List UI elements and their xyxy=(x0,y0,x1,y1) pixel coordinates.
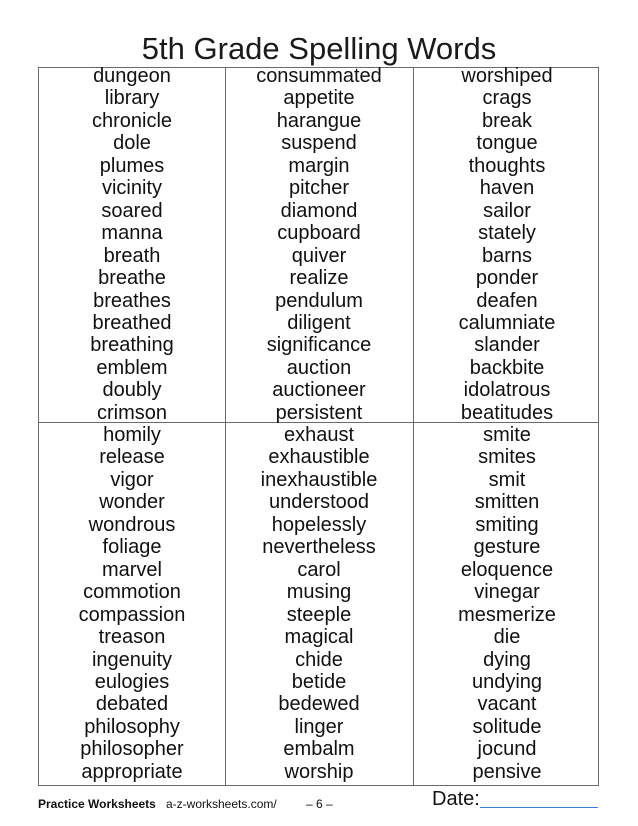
word-item: appropriate xyxy=(81,760,183,783)
word-item: steeple xyxy=(286,603,352,626)
word-item: breath xyxy=(103,244,161,267)
word-item: smites xyxy=(478,446,536,469)
word-item: philosopher xyxy=(80,738,184,761)
word-item: appetite xyxy=(283,87,355,110)
word-column xyxy=(39,424,225,783)
word-item: realize xyxy=(289,267,349,290)
word-item: marvel xyxy=(101,558,162,581)
word-item: cupboard xyxy=(277,222,361,245)
word-item: library xyxy=(104,87,160,110)
word-column xyxy=(39,65,225,424)
word-item: dying xyxy=(483,648,531,671)
word-item: worshiped xyxy=(461,65,553,87)
word-item: calumniate xyxy=(458,311,556,334)
word-column xyxy=(226,65,412,424)
word-item: crimson xyxy=(96,401,167,424)
word-item: soared xyxy=(101,199,163,222)
word-item: stately xyxy=(478,222,536,245)
word-item: haven xyxy=(479,177,535,200)
word-item: pensive xyxy=(472,760,542,783)
word-item: eloquence xyxy=(460,558,554,581)
word-item: emblem xyxy=(96,356,168,379)
word-item: gesture xyxy=(473,536,541,559)
word-item: plumes xyxy=(99,154,165,177)
word-item: chide xyxy=(295,648,343,671)
word-item: smiting xyxy=(475,513,539,536)
word-item: linger xyxy=(294,715,344,738)
word-item: chronicle xyxy=(91,109,173,132)
word-column xyxy=(414,424,600,783)
footer-brand: Practice Worksheets xyxy=(38,797,156,811)
word-item: carol xyxy=(297,558,341,581)
word-item: manna xyxy=(101,222,163,245)
word-item: die xyxy=(493,626,521,649)
word-item: mesmerize xyxy=(458,603,556,626)
word-item: significance xyxy=(266,334,372,357)
word-item: release xyxy=(99,446,165,469)
word-item: thoughts xyxy=(468,154,546,177)
word-item: bedewed xyxy=(278,693,360,716)
date-label: Date: xyxy=(432,788,480,810)
word-item: crags xyxy=(482,87,532,110)
date-line xyxy=(480,807,598,808)
word-item: sailor xyxy=(483,199,531,222)
word-item: diamond xyxy=(280,199,358,222)
word-item: consummated xyxy=(256,65,382,87)
word-item: quiver xyxy=(291,244,347,267)
word-item: exhaust xyxy=(283,424,355,446)
word-item: breathe xyxy=(98,267,166,290)
word-item: foliage xyxy=(102,536,162,559)
word-item: vacant xyxy=(477,693,537,716)
word-item: hopelessly xyxy=(271,513,367,536)
word-item: homily xyxy=(103,424,161,446)
word-item: undying xyxy=(471,670,543,693)
word-item: understood xyxy=(268,491,370,514)
word-item: breathed xyxy=(92,311,172,334)
word-item: barns xyxy=(481,244,533,267)
page-footer xyxy=(38,788,599,816)
word-item: wondrous xyxy=(88,513,176,536)
word-item: ingenuity xyxy=(91,648,173,671)
word-item: musing xyxy=(286,581,352,604)
word-item: dole xyxy=(113,132,151,155)
word-item: beatitudes xyxy=(460,401,554,424)
word-item: treason xyxy=(98,626,166,649)
word-item: tongue xyxy=(476,132,538,155)
word-item: auction xyxy=(286,356,352,379)
word-item: smite xyxy=(483,424,531,446)
word-item: magical xyxy=(284,626,354,649)
word-item: philosophy xyxy=(84,715,180,738)
word-item: ponder xyxy=(475,267,539,290)
word-item: persistent xyxy=(275,401,363,424)
word-item: compassion xyxy=(78,603,186,626)
word-item: betide xyxy=(291,670,347,693)
word-item: suspend xyxy=(281,132,357,155)
word-item: auctioneer xyxy=(272,379,366,402)
word-item: harangue xyxy=(276,109,362,132)
word-item: smit xyxy=(488,468,526,491)
word-item: deafen xyxy=(476,289,538,312)
word-item: break xyxy=(481,109,533,132)
word-item: vicinity xyxy=(101,177,162,200)
word-item: slander xyxy=(474,334,540,357)
word-item: backbite xyxy=(469,356,545,379)
word-item: embalm xyxy=(283,738,355,761)
word-item: vinegar xyxy=(474,581,540,604)
word-item: doubly xyxy=(102,379,162,402)
word-item: exhaustible xyxy=(268,446,370,469)
word-grid xyxy=(38,67,599,786)
word-item: pendulum xyxy=(275,289,363,312)
word-column xyxy=(226,424,412,783)
word-item: margin xyxy=(288,154,350,177)
word-item: smitten xyxy=(474,491,540,514)
word-item: jocund xyxy=(477,738,537,761)
word-item: breathes xyxy=(93,289,171,312)
footer-url: a-z-worksheets.com/ xyxy=(166,797,277,811)
word-item: worship xyxy=(284,760,354,783)
word-item: nevertheless xyxy=(262,536,376,559)
page-number: – 6 – xyxy=(306,797,333,811)
word-item: wonder xyxy=(99,491,165,514)
word-item: commotion xyxy=(83,581,181,604)
word-item: eulogies xyxy=(94,670,170,693)
page-title: 5th Grade Spelling Words xyxy=(141,31,497,66)
word-item: vigor xyxy=(110,468,154,491)
word-item: inexhaustible xyxy=(260,468,378,491)
word-item: idolatrous xyxy=(463,379,551,402)
word-item: diligent xyxy=(287,311,351,334)
word-item: debated xyxy=(95,693,169,716)
word-item: breathing xyxy=(90,334,174,357)
word-item: solitude xyxy=(472,715,542,738)
word-item: pitcher xyxy=(288,177,350,200)
word-item: dungeon xyxy=(93,65,171,87)
word-column xyxy=(414,65,600,424)
